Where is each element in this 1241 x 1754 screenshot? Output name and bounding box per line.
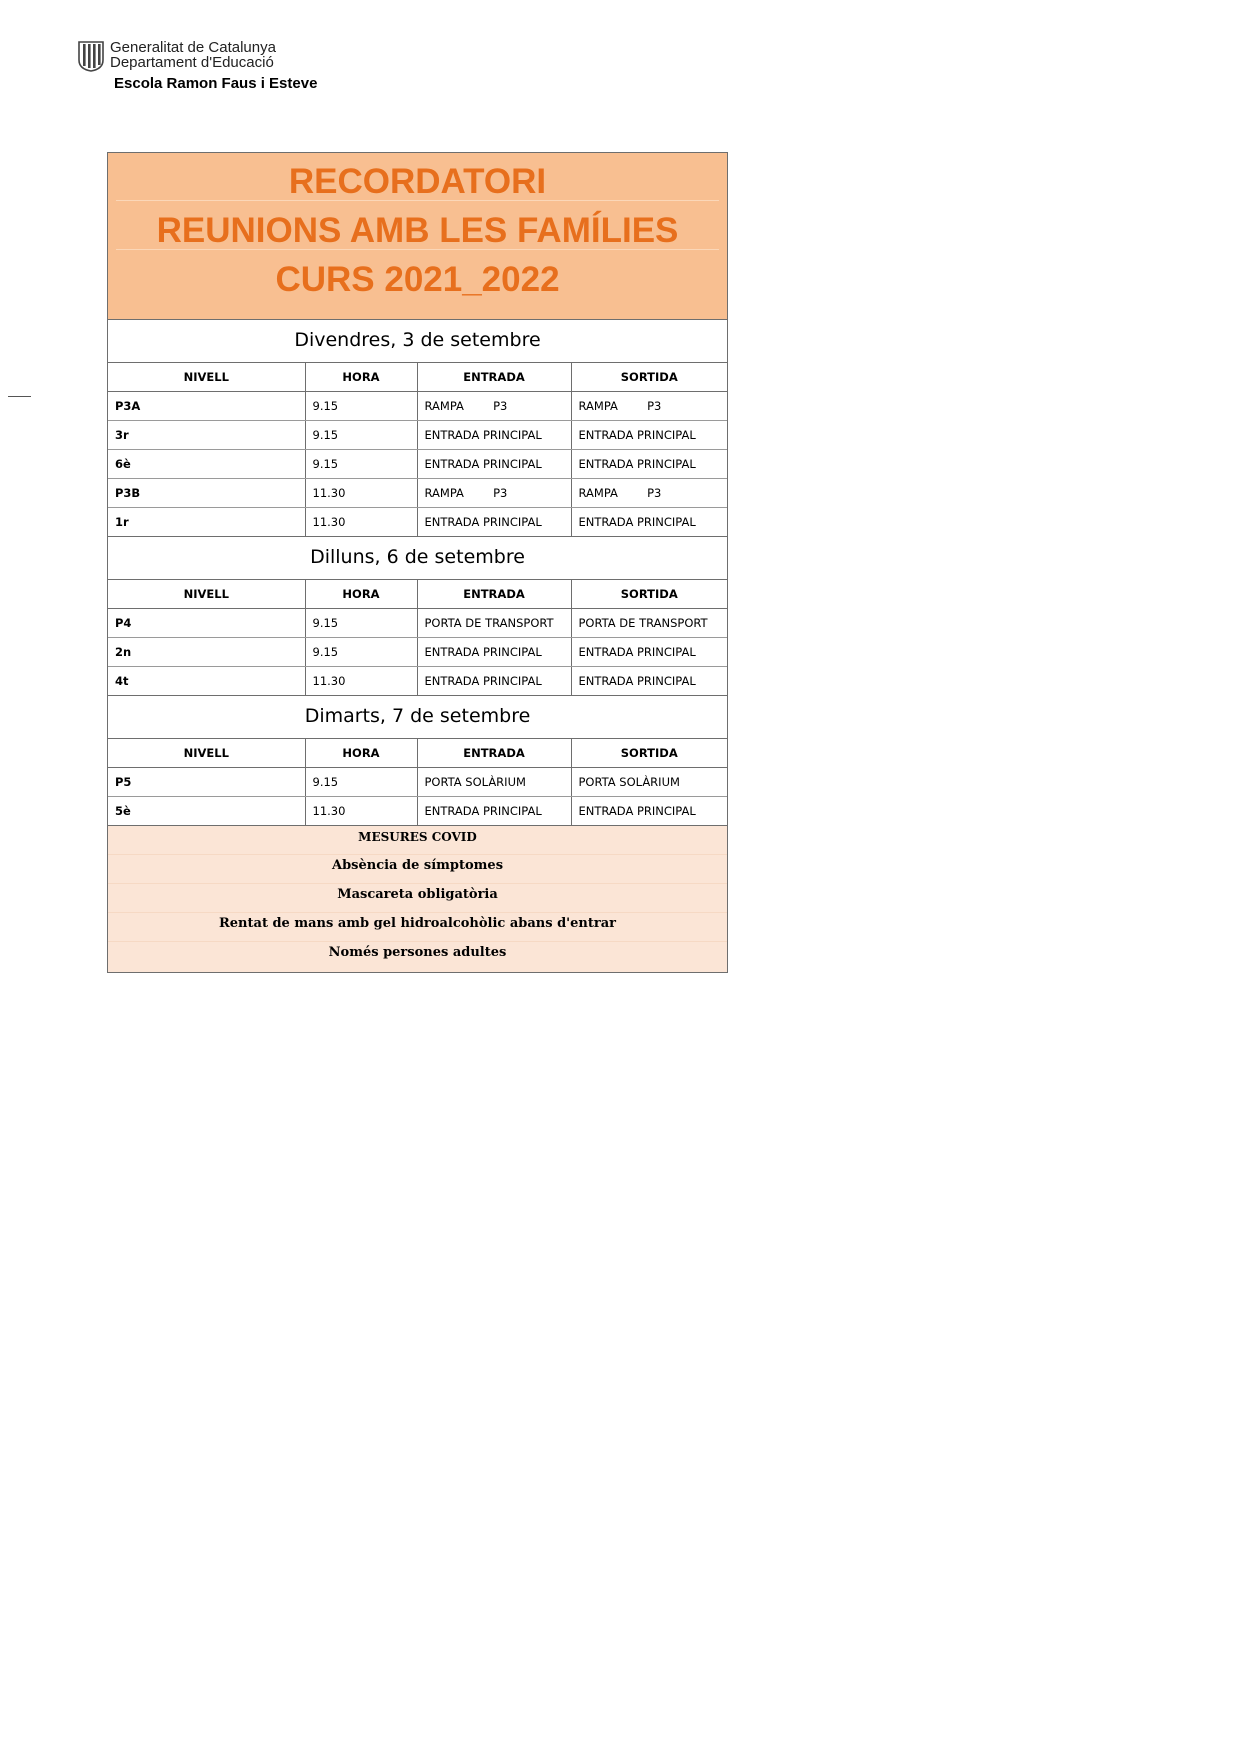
covid-measure: Absència de símptomes — [108, 855, 727, 884]
cell-sortida-text: RAMPA P3 — [578, 399, 662, 413]
cell-nivell: P5 — [108, 768, 305, 797]
notice-title-box — [108, 153, 727, 320]
notice-title-line: RECORDATORI — [288, 162, 547, 201]
cell-entrada: ENTRADA PRINCIPAL — [417, 508, 571, 537]
table-row — [108, 638, 727, 667]
cell-nivell: 6è — [108, 450, 305, 479]
cell-hora: 11.30 — [305, 667, 417, 696]
column-header-entrada: ENTRADA — [417, 739, 571, 768]
column-header-hora: HORA — [305, 363, 417, 392]
covid-measures-box — [108, 826, 727, 972]
covid-measure: Rentat de mans amb gel hidroalcohòlic abans d'entrar — [108, 913, 727, 942]
cell-entrada — [417, 392, 571, 421]
cell-nivell: P3A — [108, 392, 305, 421]
cell-entrada: PORTA SOLÀRIUM — [417, 768, 571, 797]
cell-sortida: ENTRADA PRINCIPAL — [571, 638, 727, 667]
margin-mark — [8, 396, 31, 397]
cell-sortida: PORTA SOLÀRIUM — [571, 768, 727, 797]
cell-entrada — [417, 479, 571, 508]
notice-title-line: CURS 2021_2022 — [275, 260, 560, 299]
cell-sortida: ENTRADA PRINCIPAL — [571, 450, 727, 479]
cell-nivell: 4t — [108, 667, 305, 696]
column-header-hora: HORA — [305, 739, 417, 768]
department-name: Departament d'Educació — [110, 54, 274, 71]
organization-block — [110, 38, 276, 70]
notice-title-line: REUNIONS AMB LES FAMÍLIES — [156, 211, 679, 250]
day-title: Divendres, 3 de setembre — [108, 320, 727, 363]
cell-hora: 9.15 — [305, 392, 417, 421]
cell-nivell: P4 — [108, 609, 305, 638]
logo-row — [77, 38, 317, 72]
cell-sortida: ENTRADA PRINCIPAL — [571, 797, 727, 826]
cell-nivell: 3r — [108, 421, 305, 450]
cell-nivell: 1r — [108, 508, 305, 537]
schedule-table — [108, 363, 727, 537]
cell-entrada: ENTRADA PRINCIPAL — [417, 450, 571, 479]
table-row — [108, 667, 727, 696]
column-header-nivell: NIVELL — [108, 580, 305, 609]
cell-hora: 9.15 — [305, 421, 417, 450]
cell-entrada: PORTA DE TRANSPORT — [417, 609, 571, 638]
cell-sortida-text: RAMPA P3 — [578, 486, 662, 500]
table-row — [108, 392, 727, 421]
column-header-nivell: NIVELL — [108, 739, 305, 768]
cell-sortida — [571, 392, 727, 421]
school-name: Escola Ramon Faus i Esteve — [114, 75, 318, 92]
meetings-notice — [107, 152, 728, 973]
table-header-row — [108, 363, 727, 392]
day-title: Dilluns, 6 de setembre — [108, 537, 727, 580]
column-header-sortida: SORTIDA — [571, 580, 727, 609]
cell-entrada-text: RAMPA P3 — [424, 399, 508, 413]
column-header-entrada: ENTRADA — [417, 580, 571, 609]
cell-entrada: ENTRADA PRINCIPAL — [417, 797, 571, 826]
table-row — [108, 450, 727, 479]
organization-name: Generalitat de Catalunya — [110, 39, 276, 56]
table-row — [108, 508, 727, 537]
column-header-hora: HORA — [305, 580, 417, 609]
title-divider — [116, 200, 719, 201]
column-header-nivell: NIVELL — [108, 363, 305, 392]
covid-heading: MESURES COVID — [108, 826, 727, 855]
table-row — [108, 797, 727, 826]
cell-nivell: 2n — [108, 638, 305, 667]
cell-entrada: ENTRADA PRINCIPAL — [417, 667, 571, 696]
day-title: Dimarts, 7 de setembre — [108, 696, 727, 739]
cell-entrada-text: RAMPA P3 — [424, 486, 508, 500]
cell-hora: 11.30 — [305, 479, 417, 508]
table-header-row — [108, 580, 727, 609]
cell-hora: 11.30 — [305, 508, 417, 537]
cell-hora: 9.15 — [305, 768, 417, 797]
letterhead — [77, 38, 317, 92]
table-row — [108, 768, 727, 797]
cell-hora: 9.15 — [305, 609, 417, 638]
cell-sortida: ENTRADA PRINCIPAL — [571, 421, 727, 450]
column-header-sortida: SORTIDA — [571, 739, 727, 768]
cell-sortida: ENTRADA PRINCIPAL — [571, 508, 727, 537]
column-header-sortida: SORTIDA — [571, 363, 727, 392]
cell-sortida: PORTA DE TRANSPORT — [571, 609, 727, 638]
cell-nivell: P3B — [108, 479, 305, 508]
covid-measure: Només persones adultes — [328, 945, 507, 960]
column-header-entrada: ENTRADA — [417, 363, 571, 392]
table-row — [108, 421, 727, 450]
schedule-table — [108, 739, 727, 826]
generalitat-logo-icon — [77, 38, 105, 72]
schedule-table — [108, 580, 727, 696]
table-header-row — [108, 739, 727, 768]
cell-sortida — [571, 479, 727, 508]
cell-nivell: 5è — [108, 797, 305, 826]
cell-sortida: ENTRADA PRINCIPAL — [571, 667, 727, 696]
table-row — [108, 479, 727, 508]
cell-hora: 11.30 — [305, 797, 417, 826]
cell-entrada: ENTRADA PRINCIPAL — [417, 421, 571, 450]
cell-hora: 9.15 — [305, 638, 417, 667]
title-divider — [116, 249, 719, 250]
table-row — [108, 609, 727, 638]
cell-entrada: ENTRADA PRINCIPAL — [417, 638, 571, 667]
cell-hora: 9.15 — [305, 450, 417, 479]
covid-measure: Mascareta obligatòria — [108, 884, 727, 913]
